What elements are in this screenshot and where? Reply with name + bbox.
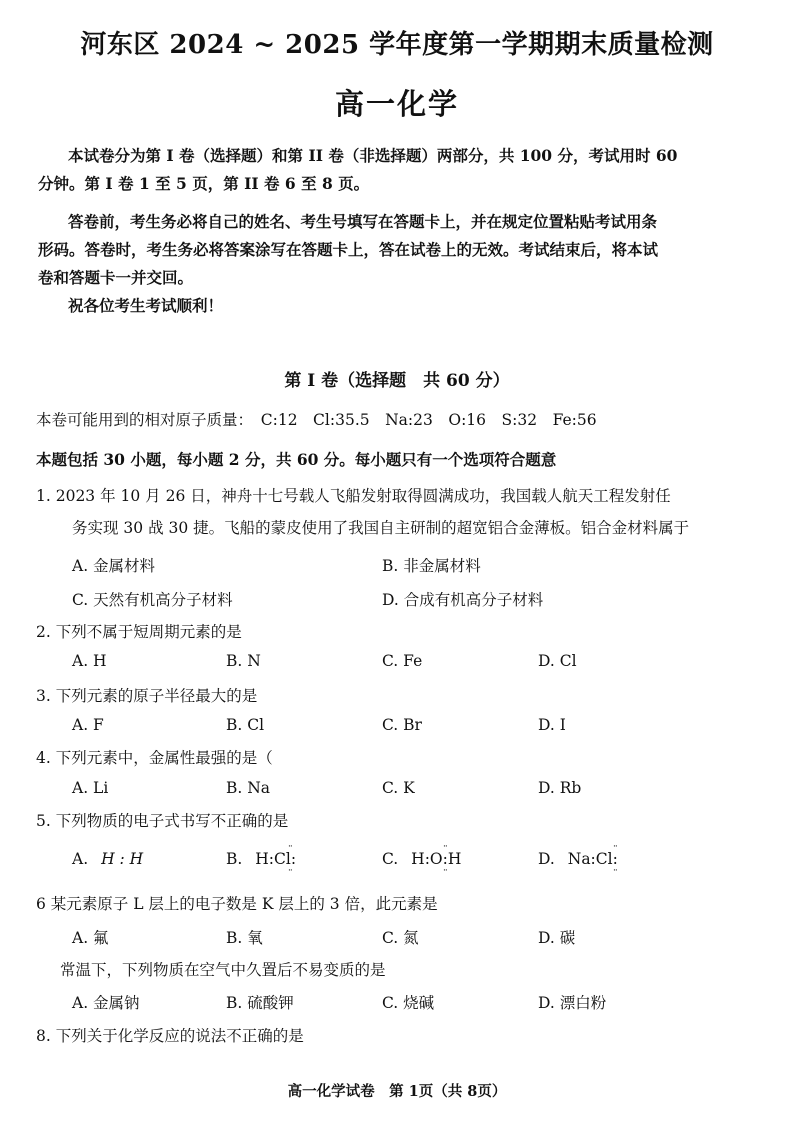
electron-dots-icon: ··: [288, 866, 292, 876]
question-1-option-d: D. 合成有机高分子材料: [382, 591, 544, 609]
question-7-option-c: C. 烧碱: [382, 994, 435, 1012]
question-1-option-b: B. 非金属材料: [382, 557, 481, 575]
question-7-option-d: D. 漂白粉: [538, 994, 607, 1012]
question-2-stem: 2. 下列不属于短周期元素的是: [36, 623, 242, 641]
intro-line-2: 分钟。第 I 卷 1 至 5 页，第 II 卷 6 至 8 页。: [38, 174, 370, 193]
electron-dots-icon: ··: [613, 842, 617, 852]
exam-title: 河东区 2024 ~ 2025 学年度第一学期期末质量检测: [80, 30, 714, 60]
option-letter: C.: [382, 850, 399, 868]
question-8-stem: 8. 下列关于化学反应的说法不正确的是: [36, 1027, 304, 1045]
section-title: 第 I 卷（选择题 共 60 分）: [284, 371, 510, 391]
question-1-stem-line-1: 1. 2023 年 10 月 26 日，神舟十七号载人飞船发射取得圆满成功，我国载人航天工程发射任: [36, 487, 671, 505]
intro-line-1: 本试卷分为第 I 卷（选择题）和第 II 卷（非选择题）两部分，共 100 分，考试用时 60: [68, 146, 678, 165]
electron-dots-icon: ··: [443, 866, 447, 876]
question-4-option-c: C. K: [382, 779, 415, 797]
question-1-stem-line-2: 务实现 30 战 30 捷。飞船的蒙皮使用了我国自主研制的超宽铝合金薄板。铝合金材料属于: [72, 519, 690, 537]
intro-line-3: 答卷前，考生务必将自己的姓名、考生号填写在答题卡上，并在规定位置粘贴考试用条: [68, 212, 658, 231]
question-3-option-d: D. I: [538, 716, 566, 734]
electron-dots-icon: ··: [443, 842, 447, 852]
question-7-option-b: B. 硫酸钾: [226, 994, 294, 1012]
question-5-option-a: [72, 850, 143, 868]
electron-dots-icon: ··: [288, 842, 292, 852]
intro-line-6: 祝各位考生考试顺利！: [68, 296, 224, 315]
question-3-option-a: A. F: [72, 716, 104, 734]
intro-line-5: 卷和答题卡一并交回。: [38, 268, 194, 287]
option-letter: B.: [226, 850, 243, 868]
question-7-option-a: A. 金属钠: [72, 994, 140, 1012]
question-4-option-a: A. Li: [72, 779, 109, 797]
question-4-option-d: D. Rb: [538, 779, 582, 797]
electron-formula-h2o: H:O:H: [411, 850, 462, 868]
question-2-option-d: D. Cl: [538, 652, 577, 670]
page-footer: 高一化学试卷 第 1页（共 8页）: [287, 1083, 507, 1100]
question-2-option-b: B. N: [226, 652, 261, 670]
question-1-option-c: C. 天然有机高分子材料: [72, 591, 233, 609]
question-6-option-c: C. 氮: [382, 929, 419, 947]
question-5-option-c: [382, 850, 461, 868]
option-letter: A.: [72, 850, 89, 868]
question-3-stem: 3. 下列元素的原子半径最大的是: [36, 687, 258, 705]
question-4-stem: 4. 下列元素中，金属性最强的是（: [36, 749, 273, 767]
electron-formula-hcl: H:Cl:: [255, 850, 297, 868]
electron-formula-nacl: Na:Cl:: [567, 850, 618, 868]
question-6-option-b: B. 氧: [226, 929, 263, 947]
question-6-stem: 6 某元素原子 L 层上的电子数是 K 层上的 3 倍，此元素是: [36, 895, 438, 913]
question-3-option-b: B. Cl: [226, 716, 265, 734]
option-letter: D.: [538, 850, 555, 868]
question-1-option-a: A. 金属材料: [72, 557, 156, 575]
question-5-option-b: [226, 850, 296, 868]
question-6-option-a: A. 氟: [72, 929, 109, 947]
atomic-masses: 本卷可能用到的相对原子质量： C:12 Cl:35.5 Na:23 O:16 S:32 Fe:56: [36, 411, 597, 429]
question-2-option-a: A. H: [72, 652, 107, 670]
question-7-stem: 常温下，下列物质在空气中久置后不易变质的是: [60, 961, 386, 979]
question-4-option-b: B. Na: [226, 779, 271, 797]
electron-dots-icon: ··: [613, 866, 617, 876]
section-instruction: 本题包括 30 小题，每小题 2 分，共 60 分。每小题只有一个选项符合题意: [36, 450, 557, 469]
question-3-option-c: C. Br: [382, 716, 422, 734]
question-2-option-c: C. Fe: [382, 652, 423, 670]
intro-line-4: 形码。答卷时，考生务必将答案涂写在答题卡上，答在试卷上的无效。考试结束后，将本试: [38, 240, 659, 259]
question-5-option-d: [538, 850, 618, 868]
question-6-option-d: D. 碳: [538, 929, 576, 947]
question-5-stem: 5. 下列物质的电子式书写不正确的是: [36, 812, 289, 830]
electron-formula-h2: H : H: [101, 850, 144, 868]
exam-subject: 高一化学: [334, 87, 459, 121]
